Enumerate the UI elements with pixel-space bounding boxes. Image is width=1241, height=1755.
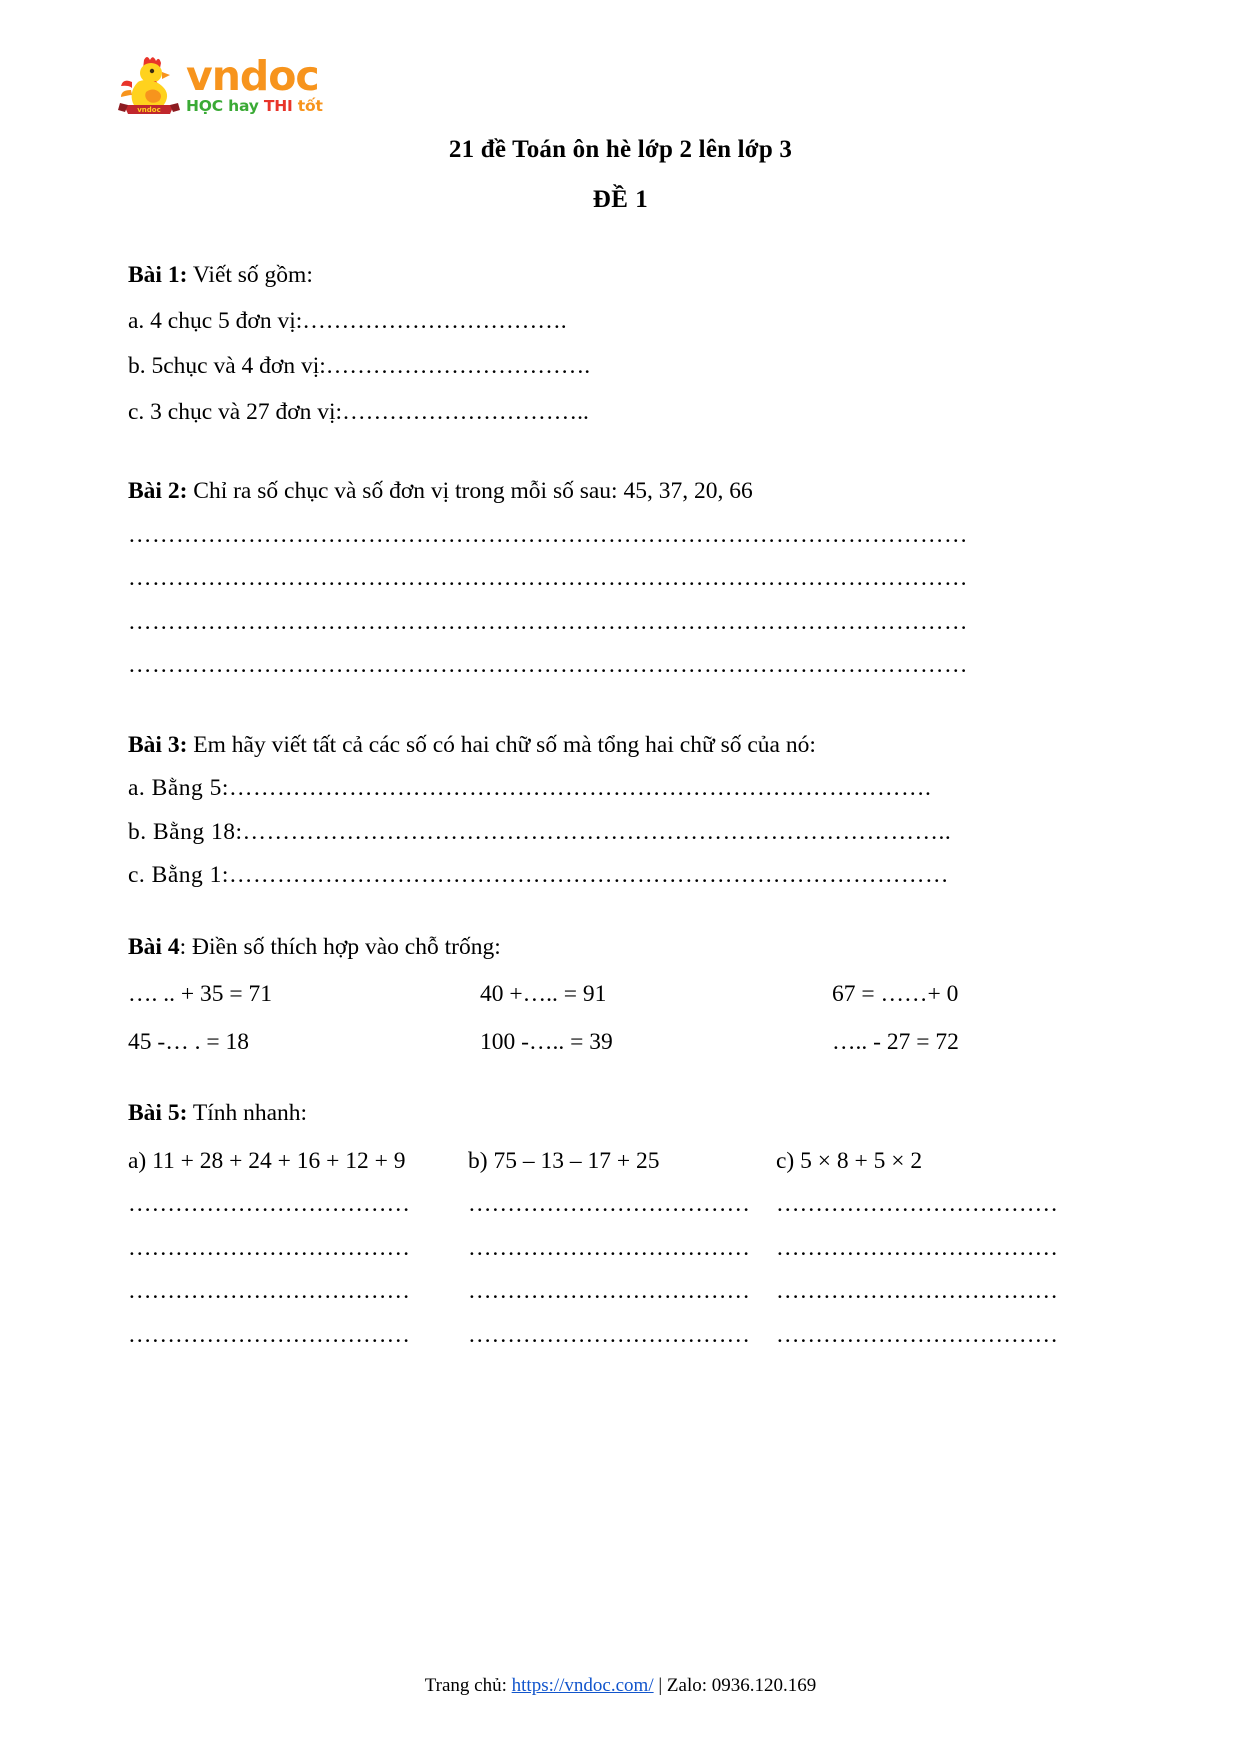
document-title: 21 đề Toán ôn hè lớp 2 lên lớp 3 [448,136,793,163]
bai4-eq-4: 45 -… . = 18 [128,1028,249,1055]
bai4-prompt: : Điền số thích hợp vào chỗ trống: [179,933,501,960]
bai5-answer-dots: ……………………………… [776,1236,1058,1260]
bai4-label: Bài 4 [128,933,180,960]
bai1-item-b: b. 5chục và 4 đơn vị:……………………………. [128,353,591,379]
bai3-item-b: b. Bằng 18:…………………………………………………………………………….. [128,818,952,844]
bai1-item-c: c. 3 chục và 27 đơn vị:………………………….. [128,398,589,425]
bai5-answer-dots: ……………………………… [468,1323,750,1347]
bai5-answer-dots: ……………………………… [468,1193,750,1217]
bai3-item-c: c. Bằng 1:……………………………………………………………………………… [128,862,949,888]
tagline-thi: THI [263,97,293,116]
bai5-answer-dots: ……………………………… [776,1323,1058,1347]
document-subtitle: ĐỀ 1 [592,186,649,213]
tagline-hoc: HỌC [186,97,223,116]
bai2-answer-line: …………………………………………………………………………………………… [128,521,968,547]
bai2-answer-line: …………………………………………………………………………………………… [128,652,968,678]
tagline-tot: tốt [297,97,323,116]
bai3-prompt: Em hãy viết tất cả các số có hai chữ số mà tổng hai chữ số của nó: [187,731,816,758]
logo-text-block [186,52,323,116]
bai4-equation-row [128,959,1113,1007]
footer-suffix: | Zalo: 0936.120.169 [653,1675,817,1696]
bai4-eq-6: ….. - 27 = 72 [832,1028,959,1055]
vndoc-logo[interactable] [118,50,323,122]
spacer [128,678,1113,712]
bai2-label: Bài 2: [128,478,188,504]
bai4-equation-row [128,1007,1113,1055]
bai5-answer-dots: ……………………………… [776,1280,1058,1304]
bai5-answer-dots: ……………………………… [468,1280,750,1304]
bai5-answer-dots: ……………………………… [776,1193,1058,1217]
bai1-heading [128,242,1113,288]
spacer [128,888,1113,914]
footer-homepage-link[interactable]: https://vndoc.com/ [511,1675,654,1696]
bai5-prompt: Tính nhanh: [187,1100,308,1126]
bai5-answer-dots: ……………………………… [128,1323,410,1347]
bai5-answer-dots: ……………………………… [468,1236,750,1260]
bai5-answer-row [128,1304,1113,1348]
logo-tagline [186,99,323,115]
rooster-mascot-icon [118,52,180,120]
bai5-answer-dots: ……………………………… [128,1193,410,1217]
worksheet-content [128,214,1113,1347]
bai5-answer-row [128,1217,1113,1261]
bai5-answer-dots: ……………………………… [128,1236,410,1260]
bai3-item-a: a. Bằng 5:……………………………………………………………………………. [128,775,932,801]
bai2-heading [128,458,1113,504]
bai4-eq-2: 40 +….. = 91 [480,981,607,1007]
bai4-heading [128,914,1113,960]
spacer [128,424,1113,458]
bai2-prompt: Chỉ ra số chục và số đơn vị trong mỗi số sau: 45, 37, 20, 66 [187,478,753,504]
bai5-heading [128,1080,1113,1126]
bai1-prompt: Viết số gồm: [187,262,313,288]
bai3-label: Bài 3: [128,731,188,758]
bai2-answer-line: …………………………………………………………………………………………… [128,608,968,634]
bai2-answer-line: …………………………………………………………………………………………… [128,565,968,591]
bai4-eq-3: 67 = ……+ 0 [832,981,959,1007]
bai5-answer-dots: ……………………………… [128,1280,410,1304]
bai5-answer-row [128,1173,1113,1217]
bai5-label: Bài 5: [128,1100,188,1126]
svg-text:vndoc: vndoc [137,106,161,114]
bai1-label: Bài 1: [128,262,188,288]
bai5-problem-c: c) 5 × 8 + 5 × 2 [776,1147,923,1174]
bai1-item-a: a. 4 chục 5 đơn vị:……………………………. [128,307,567,334]
bai5-problem-row [128,1126,1113,1174]
page-footer [0,1675,1241,1697]
bai5-answer-row [128,1260,1113,1304]
bai4-eq-1: …. .. + 35 = 71 [128,981,273,1007]
logo-wordmark: vndoc [186,52,319,101]
bai5-problem-b: b) 75 – 13 – 17 + 25 [468,1147,660,1174]
bai5-problem-a: a) 11 + 28 + 24 + 16 + 12 + 9 [128,1147,406,1174]
spacer [128,1054,1113,1080]
tagline-hay: hay [228,97,259,116]
bai4-eq-5: 100 -….. = 39 [480,1028,613,1055]
footer-prefix: Trang chủ: [424,1675,512,1696]
bai3-heading [128,712,1113,758]
